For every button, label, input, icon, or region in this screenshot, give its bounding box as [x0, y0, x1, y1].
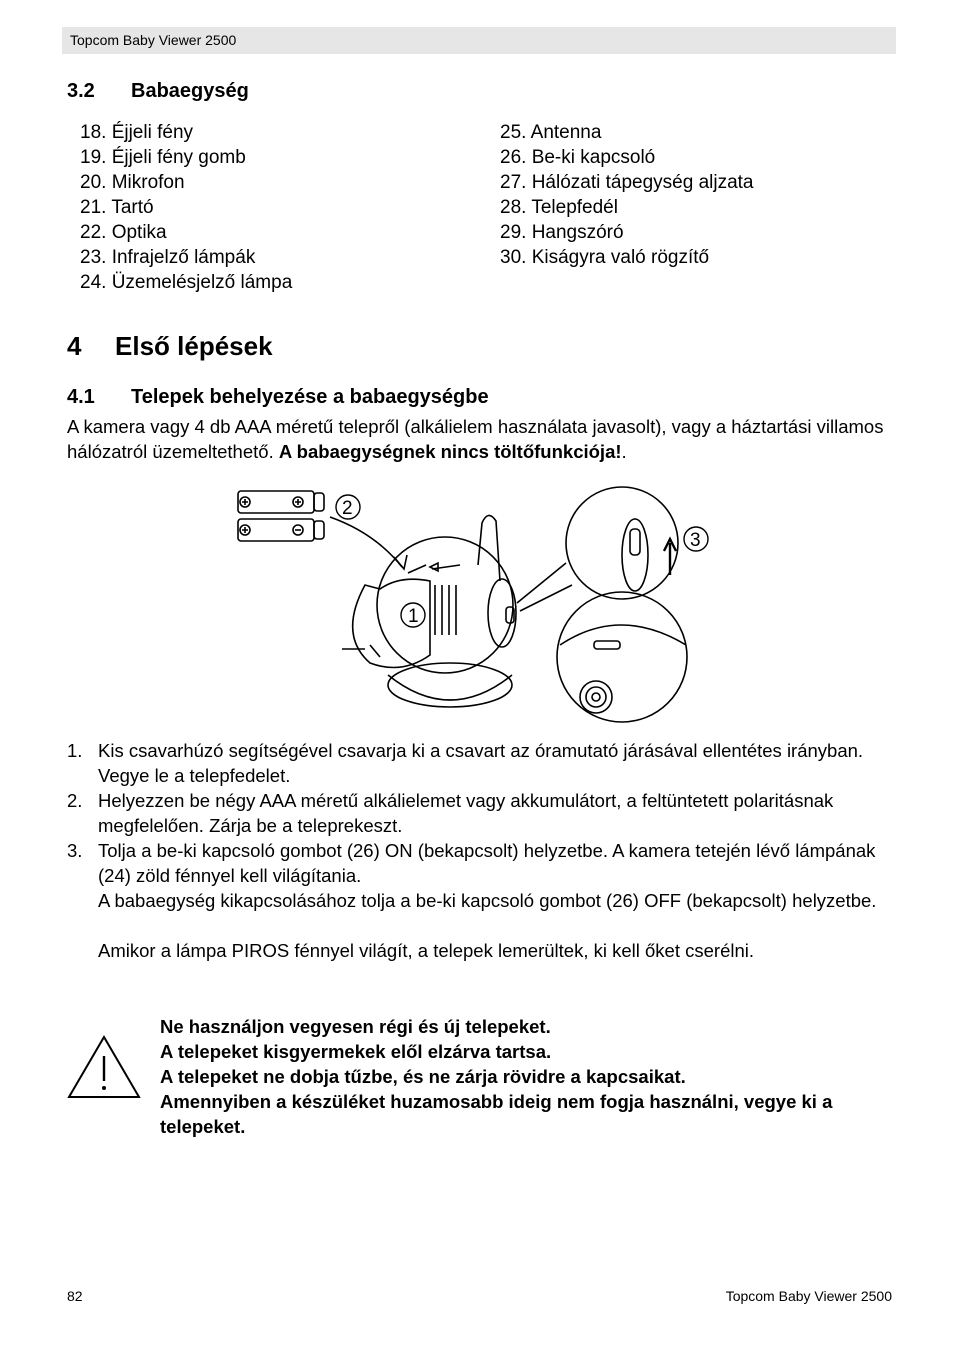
warning-text	[160, 1014, 900, 1139]
warning-icon	[66, 1034, 142, 1100]
list-item: 19. Éjjeli fény gomb	[80, 147, 246, 168]
list-item: 24. Üzemelésjelző lámpa	[80, 272, 293, 293]
footer-title: Topcom Baby Viewer 2500	[725, 1288, 892, 1304]
battery-installation-figure	[230, 485, 730, 725]
callout-2-label: 2	[342, 498, 353, 519]
warning-line: Amennyiben a készüléket huzamosabb ideig nem fogja használni, vegye ki a telepeket.	[160, 1091, 833, 1137]
callout-1-label: 1	[408, 606, 419, 627]
section-title: Első lépések	[115, 331, 273, 361]
list-item: 20. Mikrofon	[80, 172, 185, 193]
list-item: 26. Be-ki kapcsoló	[500, 147, 656, 168]
step-number: 1.	[67, 740, 83, 761]
intro-paragraph	[67, 414, 897, 464]
step-text: Helyezzen be négy AAA méretű alkálielemet vagy akkumulátort, a feltüntetett polaritásnak megfelelően. Zárja be a teleprekeszt.	[98, 790, 834, 836]
intro-text: A kamera vagy 4 db AAA méretű telepről (alkálielem használata javasolt), vagy a háztartási villamos hálózatról üzemeltethető.	[67, 416, 884, 462]
step-extra-text: A babaegység kikapcsolásához tolja a be-ki kapcsoló gombot (26) OFF (bekapcsolt) helyzetbe.	[98, 890, 877, 911]
parts-list-right	[500, 120, 754, 270]
list-item: 25. Antenna	[500, 122, 602, 143]
step-number: 2.	[67, 790, 83, 811]
section-title: Telepek behelyezése a babaegységbe	[131, 386, 489, 408]
steps-list	[67, 738, 897, 963]
footer-page-number: 82	[67, 1288, 83, 1304]
list-item: 18. Éjjeli fény	[80, 122, 194, 143]
step-text: Tolja a be-ki kapcsoló gombot (26) ON (bekapcsolt) helyzetbe. A kamera tetején lévő lámpának (24) zöld fénnyel kell világítania.	[98, 840, 876, 886]
step-item	[67, 838, 897, 963]
step-extra-text: Amikor a lámpa PIROS fénnyel világít, a telepek lemerültek, ki kell őket cserélni.	[98, 940, 755, 961]
warning-line: Ne használjon vegyesen régi és új telepeket.	[160, 1016, 551, 1037]
intro-end: .	[621, 441, 627, 462]
battery-icon	[238, 519, 324, 541]
warning-line: A telepeket kisgyermekek elől elzárva tartsa.	[160, 1041, 552, 1062]
list-item: 22. Optika	[80, 222, 167, 243]
step-item	[67, 738, 897, 788]
section-number: 3.2	[67, 80, 95, 102]
list-item: 28. Telepfedél	[500, 197, 618, 218]
list-item: 29. Hangszóró	[500, 222, 624, 243]
step-text: Kis csavarhúzó segítségével csavarja ki a csavart az óramutató járásával ellentétes irányban. Vegye le a telepfedelet.	[98, 740, 864, 786]
step-number: 3.	[67, 840, 83, 861]
list-item: 27. Hálózati tápegység aljzata	[500, 172, 754, 193]
intro-bold: A babaegységnek nincs töltőfunkciója!	[278, 441, 622, 462]
section-number: 4	[67, 331, 82, 361]
step-item	[67, 788, 897, 838]
section-title: Babaegység	[131, 80, 249, 102]
warning-line: A telepeket ne dobja tűzbe, és ne zárja rövidre a kapcsaikat.	[160, 1066, 686, 1087]
list-item: 30. Kiságyra való rögzítő	[500, 247, 710, 268]
battery-icon	[238, 491, 324, 513]
header-title: Topcom Baby Viewer 2500	[70, 32, 237, 48]
list-item: 21. Tartó	[80, 197, 154, 218]
header-bar	[62, 27, 896, 54]
callout-3-label: 3	[690, 530, 701, 551]
section-number: 4.1	[67, 386, 95, 408]
parts-list-left	[80, 120, 292, 295]
list-item: 23. Infrajelző lámpák	[80, 247, 256, 268]
